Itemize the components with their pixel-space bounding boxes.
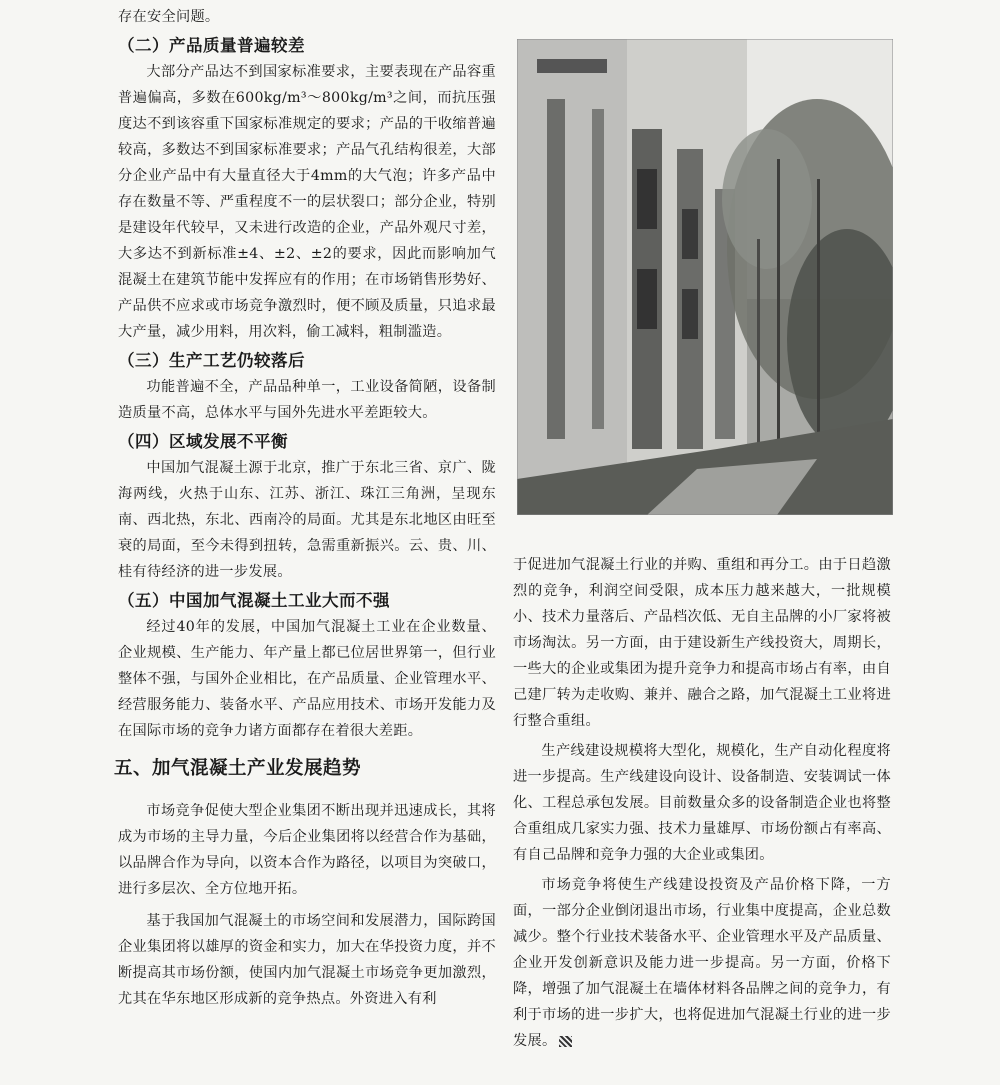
section-body-2: 大部分产品达不到国家标准要求，主要表现在产品容重普遍偏高，多数在600kg/m³～800kg/m³之间，而抗压强度达不到该容重下国家标准规定的要求；产品的干收缩普遍较高，多数达不到国家标准要求；产品气孔结构很差，大部分企业产品中有大量直径大于4mm的大气泡；许多产品中存在数量不等、严重程度不一的层状裂口；部分企业，特别是建设年代较早，又未进行改造的企业，产品外观尺寸差，大多达不到新标准±4、±2、±2的要求，因此而影响加气混凝土在建筑节能中发挥应有的作用；在市场销售形势好、产品供不应求或市场竞争激烈时，便不顾及质量，只追求最大产量，减少用料，用次料，偷工减料，粗制滥造。	[118, 64, 496, 340]
section-heading-4: （四）区域发展不平衡	[118, 432, 288, 451]
right-column	[513, 552, 891, 1058]
building-photo	[517, 39, 893, 515]
intro-text: 存在安全问题。	[118, 9, 220, 25]
trend-paragraph-2: 基于我国加气混凝土的市场空间和发展潜力，国际跨国企业集团将以雄厚的资金和实力，加大在华投资力度，并不断提高其市场份额，使国内加气混凝土市场竞争更加激烈，尤其在华东地区形成新的竞争热点。外资进入有利	[118, 913, 496, 1007]
right-paragraph-3	[513, 872, 891, 1054]
section-body-3: 功能普遍不全，产品品种单一，工业设备简陋，设备制造质量不高，总体水平与国外先进水平差距较大。	[118, 379, 496, 421]
section-body-5: 经过40年的发展，中国加气混凝土工业在企业数量、企业规模、生产能力、年产量上都已位居世界第一，但行业整体不强，与国外企业相比，在产品质量、企业管理水平、经营服务能力、装备水平、产品应用技术、市场开发能力及在国际市场的竞争力诸方面都存在着很大差距。	[118, 619, 496, 739]
trend-paragraph-1: 市场竞争促使大型企业集团不断出现并迅速成长，其将成为市场的主导力量，今后企业集团将以经营合作为基础，以品牌合作为导向，以资本合作为路径，以项目为突破口，进行多层次、全方位地开拓。	[118, 803, 496, 897]
end-mark-icon	[559, 1036, 572, 1047]
right-paragraph-1: 于促进加气混凝土行业的并购、重组和再分工。由于日趋激烈的竞争，利润空间受限，成本压力越来越大，一批规模小、技术力量落后、产品档次低、无自主品牌的小厂家将被市场淘汰。另一方面，由于建设新生产线投资大，周期长，一些大的企业或集团为提升竞争力和提高市场占有率，由自己建厂转为走收购、兼并、融合之路，加气混凝土工业将进行整合重组。	[513, 557, 891, 729]
chapter-heading: 五、加气混凝土产业发展趋势	[114, 758, 362, 779]
section-body-4: 中国加气混凝土源于北京，推广于东北三省、京广、陇海两线，火热于山东、江苏、浙江、珠江三角洲，呈现东南、西北热，东北、西南冷的局面。尤其是东北地区由旺至衰的局面，至今未得到扭转，急需重新振兴。云、贵、川、桂有待经济的进一步发展。	[118, 460, 496, 580]
right-paragraph-2: 生产线建设规模将大型化，规模化，生产自动化程度将进一步提高。生产线建设向设计、设备制造、安装调试一体化、工程总承包发展。目前数量众多的设备制造企业也将整合重组成几家实力强、技术力量雄厚、市场份额占有率高、有自己品牌和竞争力强的大企业或集团。	[513, 743, 891, 863]
section-heading-3: （三）生产工艺仍较落后	[118, 351, 305, 370]
section-heading-5: （五）中国加气混凝土工业大而不强	[118, 591, 390, 610]
section-heading-2: （二）产品质量普遍较差	[118, 36, 305, 55]
left-column	[114, 4, 496, 1012]
right-paragraph-3-text: 市场竞争将使生产线建设投资及产品价格下降，一方面，一部分企业倒闭退出市场，行业集中度提高，企业总数减少。整个行业技术装备水平、企业管理水平及产品质量、企业开发创新意识及能力进一步提高。另一方面，价格下降，增强了加气混凝土在墙体材料各品牌之间的竞争力，有利于市场的进一步扩大，也将促进加气混凝土行业的进一步发展。	[513, 877, 891, 1049]
